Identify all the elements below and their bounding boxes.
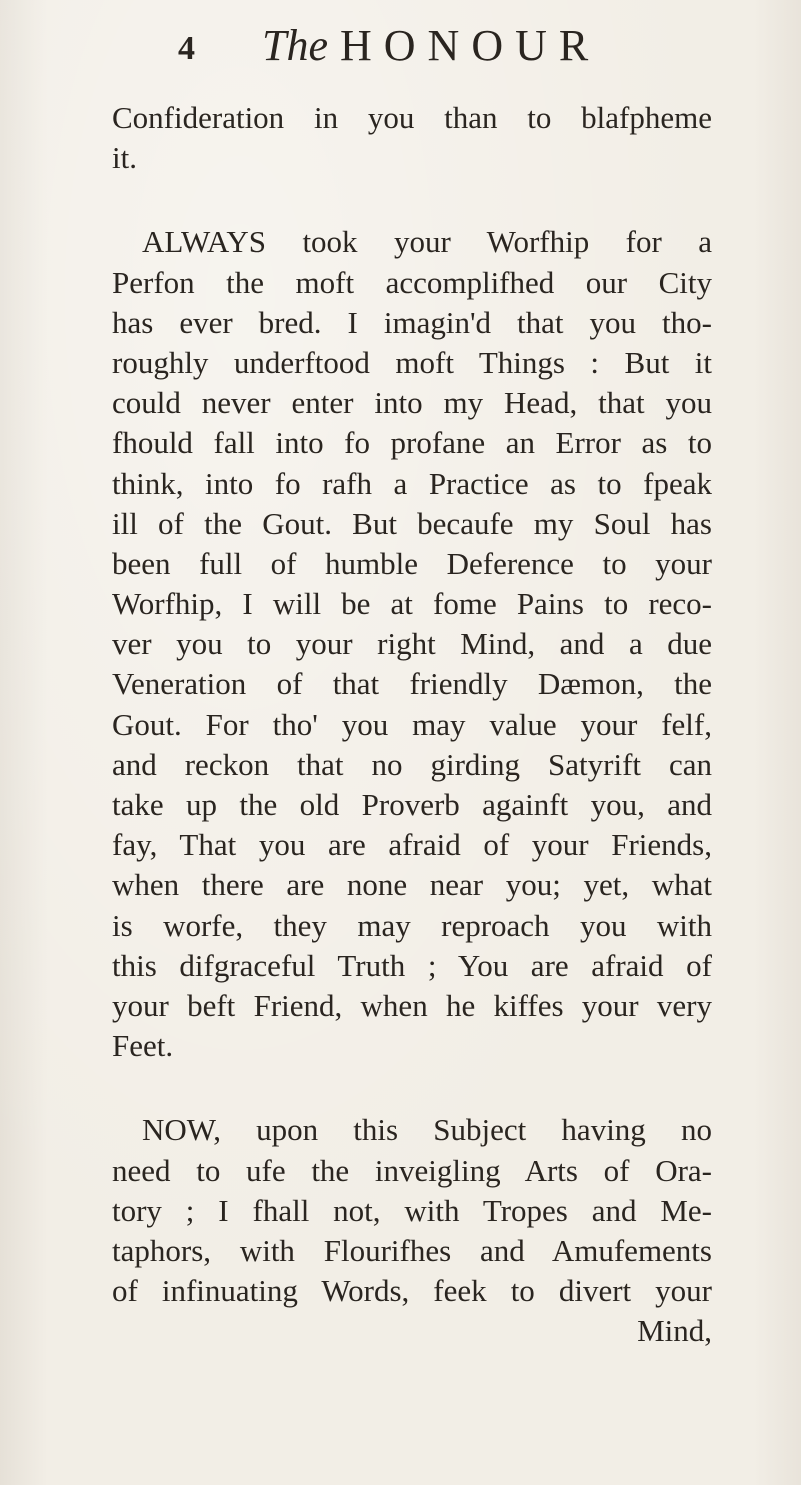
- running-head-italic: The: [262, 21, 328, 70]
- catchword: Mind,: [637, 1313, 712, 1349]
- text-line: been full of humble Deference to your: [112, 545, 712, 581]
- text-line: Confideration in you than to blafpheme: [112, 100, 712, 135]
- text-line: Perfon the moft accomplifhed our City: [112, 264, 712, 300]
- text-line: ver you to your right Mind, and a due: [112, 626, 712, 662]
- text-line: tory ; I fhall not, with Tropes and Me-: [112, 1192, 712, 1228]
- text-line: has ever bred. I imagin'd that you tho-: [112, 304, 712, 340]
- text-line: could never enter into my Head, that you: [112, 385, 712, 421]
- text-line: Veneration of that friendly Dæmon, the: [112, 666, 712, 702]
- paragraph: [112, 222, 712, 1066]
- text-line: taphors, with Flourifhes and Amufements: [112, 1232, 712, 1268]
- text-line: need to ufe the inveigling Arts of Ora-: [112, 1152, 712, 1188]
- text-line: fay, That you are afraid of your Friends,: [112, 827, 712, 863]
- text-line: is worfe, they may reproach you with: [112, 907, 712, 943]
- text-line: ill of the Gout. But becaufe my Soul has: [112, 505, 712, 541]
- text-line: Gout. For tho' you may value your felf,: [112, 706, 712, 742]
- paragraph: [112, 98, 712, 178]
- text-line: fhould fall into fo profane an Error as to: [112, 425, 712, 461]
- text-line: ALWAYS took your Worfhip for a: [142, 224, 712, 260]
- body-text: [112, 98, 712, 1351]
- text-line: when there are none near you; yet, what: [112, 867, 712, 903]
- text-line: and reckon that no girding Satyrift can: [112, 746, 712, 782]
- text-line: Feet.: [112, 1028, 174, 1064]
- text-line: of infinuating Words, feek to divert your: [112, 1273, 712, 1309]
- text-line: roughly underftood moft Things : But it: [112, 344, 712, 380]
- text-line: Worfhip, I will be at fome Pains to reco-: [112, 586, 712, 622]
- running-head-title: [262, 21, 601, 70]
- running-head-caps: HONOUR: [340, 21, 601, 70]
- paragraph: [112, 1110, 712, 1351]
- text-line: think, into fo rafh a Practice as to fpeak: [112, 465, 712, 501]
- text-line: take up the old Proverb againft you, and: [112, 787, 712, 822]
- text-line: it.: [112, 140, 137, 176]
- page-marker: 4: [178, 30, 195, 67]
- text-line: your beft Friend, when he kiffes your very: [112, 987, 712, 1023]
- text-line: NOW, upon this Subject having no: [142, 1112, 712, 1148]
- running-header: [0, 10, 801, 100]
- text-line: this difgraceful Truth ; You are afraid of: [112, 947, 712, 983]
